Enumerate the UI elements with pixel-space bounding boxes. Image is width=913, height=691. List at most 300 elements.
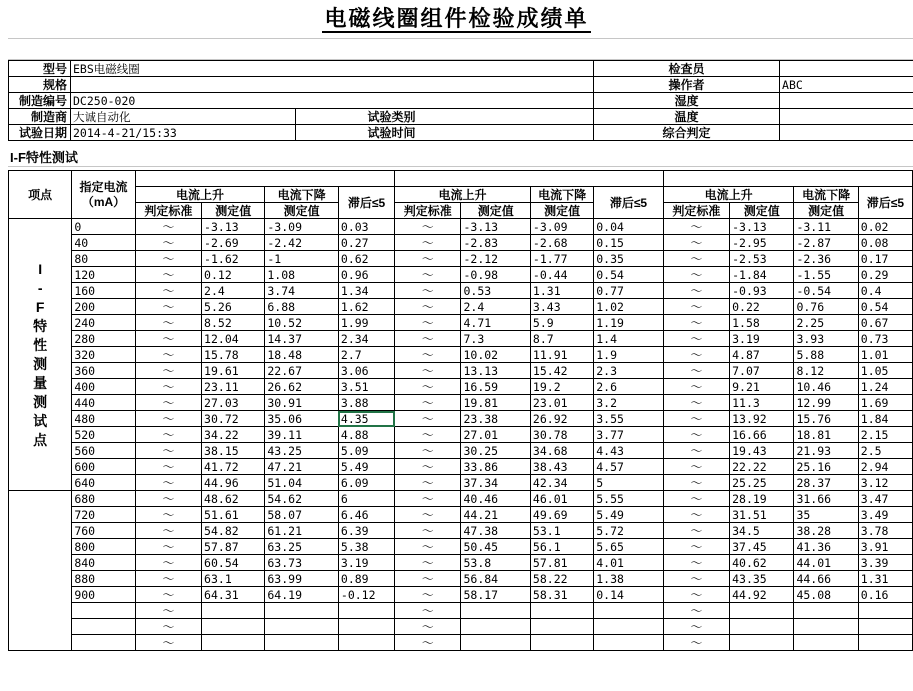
current-cell[interactable]: 560 [72,443,135,459]
hyst-value-cell[interactable]: 0.54 [858,299,912,315]
hyst-value-cell[interactable] [594,619,663,635]
fall-value-cell[interactable]: -1.77 [530,251,593,267]
std-tilde-cell[interactable]: ～ [395,267,461,283]
hyst-value-cell[interactable] [338,603,394,619]
fall-value-cell[interactable]: 15.76 [794,411,858,427]
rise-value-cell[interactable]: 11.3 [730,395,794,411]
fall-value-cell[interactable]: 1.31 [530,283,593,299]
hyst-value-cell[interactable]: 1.4 [594,331,663,347]
fall-value-cell[interactable]: -3.09 [265,219,339,235]
fall-value-cell[interactable]: 38.43 [530,459,593,475]
hyst-value-cell[interactable]: 4.35 [338,411,394,427]
rise-value-cell[interactable]: 40.46 [461,491,530,507]
std-tilde-cell[interactable]: ～ [663,411,729,427]
std-tilde-cell[interactable]: ～ [395,635,461,651]
current-cell[interactable]: 880 [72,571,135,587]
rise-value-cell[interactable]: 10.02 [461,347,530,363]
rise-value-cell[interactable]: 5.26 [202,299,265,315]
rise-value-cell[interactable]: 30.25 [461,443,530,459]
rise-value-cell[interactable]: -1.62 [202,251,265,267]
hyst-value-cell[interactable] [594,603,663,619]
rise-value-cell[interactable]: 0.53 [461,283,530,299]
std-tilde-cell[interactable]: ～ [663,539,729,555]
rise-value-cell[interactable]: 28.19 [730,491,794,507]
rise-value-cell[interactable]: 31.51 [730,507,794,523]
fall-value-cell[interactable]: 3.74 [265,283,339,299]
hyst-value-cell[interactable]: 1.02 [594,299,663,315]
current-cell[interactable]: 200 [72,299,135,315]
hyst-value-cell[interactable]: 5.65 [594,539,663,555]
fall-value-cell[interactable]: 10.46 [794,379,858,395]
fall-value-cell[interactable] [265,603,339,619]
hyst-value-cell[interactable]: 0.03 [338,219,394,235]
rise-value-cell[interactable]: 34.5 [730,523,794,539]
std-tilde-cell[interactable]: ～ [135,315,201,331]
rise-value-cell[interactable]: -3.13 [202,219,265,235]
fall-value-cell[interactable]: 18.81 [794,427,858,443]
hyst-value-cell[interactable]: 5.09 [338,443,394,459]
hyst-value-cell[interactable]: 2.3 [594,363,663,379]
fall-value-cell[interactable]: 42.34 [530,475,593,491]
std-tilde-cell[interactable]: ～ [135,587,201,603]
hyst-value-cell[interactable]: 3.51 [338,379,394,395]
hyst-value-cell[interactable]: 6.39 [338,523,394,539]
rise-value-cell[interactable] [202,635,265,651]
inspector-value[interactable] [780,61,913,77]
hyst-value-cell[interactable]: 2.34 [338,331,394,347]
rise-value-cell[interactable]: 60.54 [202,555,265,571]
fall-value-cell[interactable]: 35.06 [265,411,339,427]
hyst-value-cell[interactable]: 5.49 [594,507,663,523]
std-tilde-cell[interactable]: ～ [395,411,461,427]
hyst-value-cell[interactable]: 0.89 [338,571,394,587]
hyst-value-cell[interactable]: 6 [338,491,394,507]
hyst-value-cell[interactable] [858,603,912,619]
hyst-value-cell[interactable]: 4.57 [594,459,663,475]
rise-value-cell[interactable] [461,635,530,651]
rise-value-cell[interactable]: 41.72 [202,459,265,475]
std-tilde-cell[interactable]: ～ [135,539,201,555]
hyst-value-cell[interactable]: 1.38 [594,571,663,587]
fall-value-cell[interactable]: 47.21 [265,459,339,475]
fall-value-cell[interactable]: 25.16 [794,459,858,475]
current-cell[interactable] [72,619,135,635]
fall-value-cell[interactable]: 28.37 [794,475,858,491]
std-tilde-cell[interactable]: ～ [135,427,201,443]
fall-value-cell[interactable]: 58.31 [530,587,593,603]
rise-value-cell[interactable]: 57.87 [202,539,265,555]
rise-value-cell[interactable]: 64.31 [202,587,265,603]
hyst-value-cell[interactable]: -0.12 [338,587,394,603]
rise-value-cell[interactable]: -0.93 [730,283,794,299]
rise-value-cell[interactable]: 34.22 [202,427,265,443]
fall-value-cell[interactable]: -1.55 [794,267,858,283]
fall-value-cell[interactable]: 11.91 [530,347,593,363]
std-tilde-cell[interactable]: ～ [135,619,201,635]
operator-value[interactable]: ABC [780,77,913,93]
std-tilde-cell[interactable]: ～ [395,491,461,507]
hyst-value-cell[interactable] [594,635,663,651]
std-tilde-cell[interactable]: ～ [663,491,729,507]
hyst-value-cell[interactable] [338,635,394,651]
rise-value-cell[interactable]: 50.45 [461,539,530,555]
current-cell[interactable]: 680 [72,491,135,507]
fall-value-cell[interactable]: 22.67 [265,363,339,379]
rise-value-cell[interactable]: 27.03 [202,395,265,411]
hyst-value-cell[interactable]: 4.88 [338,427,394,443]
hyst-value-cell[interactable]: 3.49 [858,507,912,523]
rise-value-cell[interactable]: 19.61 [202,363,265,379]
std-tilde-cell[interactable]: ～ [663,251,729,267]
hyst-value-cell[interactable]: 2.7 [338,347,394,363]
fall-value-cell[interactable]: 1.08 [265,267,339,283]
rise-value-cell[interactable]: 44.96 [202,475,265,491]
fall-value-cell[interactable] [530,619,593,635]
rise-value-cell[interactable]: 13.92 [730,411,794,427]
rise-value-cell[interactable] [202,619,265,635]
fall-value-cell[interactable]: 46.01 [530,491,593,507]
rise-value-cell[interactable]: 2.4 [202,283,265,299]
hyst-value-cell[interactable]: 3.06 [338,363,394,379]
rise-value-cell[interactable]: -2.83 [461,235,530,251]
fall-value-cell[interactable]: 31.66 [794,491,858,507]
rise-value-cell[interactable]: 40.62 [730,555,794,571]
rise-value-cell[interactable] [461,619,530,635]
fall-value-cell[interactable]: 51.04 [265,475,339,491]
std-tilde-cell[interactable]: ～ [395,347,461,363]
hyst-value-cell[interactable]: 3.77 [594,427,663,443]
fall-value-cell[interactable]: 8.12 [794,363,858,379]
hyst-value-cell[interactable]: 3.55 [594,411,663,427]
fall-value-cell[interactable] [794,619,858,635]
fall-value-cell[interactable]: 64.19 [265,587,339,603]
fall-value-cell[interactable]: 26.92 [530,411,593,427]
std-tilde-cell[interactable]: ～ [663,587,729,603]
rise-value-cell[interactable] [730,619,794,635]
fall-value-cell[interactable]: 8.7 [530,331,593,347]
fall-value-cell[interactable]: 3.93 [794,331,858,347]
hyst-value-cell[interactable] [858,635,912,651]
rise-value-cell[interactable]: -3.13 [730,219,794,235]
fall-value-cell[interactable]: -2.68 [530,235,593,251]
std-tilde-cell[interactable]: ～ [135,235,201,251]
rise-value-cell[interactable]: -2.95 [730,235,794,251]
current-cell[interactable]: 280 [72,331,135,347]
hyst-value-cell[interactable]: 0.73 [858,331,912,347]
hyst-value-cell[interactable]: 2.5 [858,443,912,459]
fall-value-cell[interactable]: 6.88 [265,299,339,315]
hyst-value-cell[interactable]: 0.27 [338,235,394,251]
std-tilde-cell[interactable]: ～ [395,331,461,347]
fall-value-cell[interactable]: 53.1 [530,523,593,539]
std-tilde-cell[interactable]: ～ [395,219,461,235]
fall-value-cell[interactable] [530,603,593,619]
hyst-value-cell[interactable]: 0.35 [594,251,663,267]
fall-value-cell[interactable]: 30.78 [530,427,593,443]
fall-value-cell[interactable]: 45.08 [794,587,858,603]
rise-value-cell[interactable]: 9.21 [730,379,794,395]
std-tilde-cell[interactable]: ～ [395,603,461,619]
hyst-value-cell[interactable]: 1.01 [858,347,912,363]
hyst-value-cell[interactable]: 3.88 [338,395,394,411]
current-cell[interactable] [72,603,135,619]
fall-value-cell[interactable]: -2.42 [265,235,339,251]
humidity-value[interactable] [780,93,913,109]
fall-value-cell[interactable]: 10.52 [265,315,339,331]
fall-value-cell[interactable]: 61.21 [265,523,339,539]
rise-value-cell[interactable]: 4.71 [461,315,530,331]
fall-value-cell[interactable]: 2.25 [794,315,858,331]
std-tilde-cell[interactable]: ～ [663,443,729,459]
rise-value-cell[interactable]: 2.4 [461,299,530,315]
rise-value-cell[interactable]: 15.78 [202,347,265,363]
hyst-value-cell[interactable]: 0.54 [594,267,663,283]
rise-value-cell[interactable]: 27.01 [461,427,530,443]
std-tilde-cell[interactable]: ～ [395,363,461,379]
fall-value-cell[interactable]: 38.28 [794,523,858,539]
std-tilde-cell[interactable]: ～ [395,507,461,523]
hyst-value-cell[interactable]: 1.19 [594,315,663,331]
std-tilde-cell[interactable]: ～ [135,475,201,491]
hyst-value-cell[interactable]: 2.6 [594,379,663,395]
fall-value-cell[interactable] [530,635,593,651]
temp-value[interactable] [780,109,913,125]
fall-value-cell[interactable]: 54.62 [265,491,339,507]
fall-value-cell[interactable]: 0.76 [794,299,858,315]
current-cell[interactable]: 400 [72,379,135,395]
fall-value-cell[interactable] [265,635,339,651]
std-tilde-cell[interactable]: ～ [395,571,461,587]
hyst-value-cell[interactable]: 0.17 [858,251,912,267]
hyst-value-cell[interactable]: 1.05 [858,363,912,379]
std-tilde-cell[interactable]: ～ [395,587,461,603]
fall-value-cell[interactable]: -0.54 [794,283,858,299]
std-tilde-cell[interactable]: ～ [663,283,729,299]
std-tilde-cell[interactable]: ～ [663,571,729,587]
rise-value-cell[interactable]: 43.35 [730,571,794,587]
rise-value-cell[interactable] [461,603,530,619]
fall-value-cell[interactable]: 34.68 [530,443,593,459]
hyst-value-cell[interactable]: 5.55 [594,491,663,507]
std-tilde-cell[interactable]: ～ [395,315,461,331]
fall-value-cell[interactable]: -2.87 [794,235,858,251]
hyst-value-cell[interactable]: 0.15 [594,235,663,251]
fall-value-cell[interactable]: 63.25 [265,539,339,555]
rise-value-cell[interactable]: 37.45 [730,539,794,555]
fall-value-cell[interactable]: 3.43 [530,299,593,315]
std-tilde-cell[interactable]: ～ [135,219,201,235]
hyst-value-cell[interactable]: 5.38 [338,539,394,555]
rise-value-cell[interactable]: 8.52 [202,315,265,331]
hyst-value-cell[interactable]: 2.94 [858,459,912,475]
std-tilde-cell[interactable]: ～ [135,347,201,363]
hyst-value-cell[interactable]: 1.69 [858,395,912,411]
rise-value-cell[interactable]: 22.22 [730,459,794,475]
fall-value-cell[interactable]: 44.01 [794,555,858,571]
fall-value-cell[interactable]: 63.73 [265,555,339,571]
std-tilde-cell[interactable]: ～ [663,619,729,635]
serial-value[interactable]: DC250-020 [71,93,594,109]
hyst-value-cell[interactable]: 0.96 [338,267,394,283]
hyst-value-cell[interactable]: 1.34 [338,283,394,299]
std-tilde-cell[interactable]: ～ [135,411,201,427]
fall-value-cell[interactable]: -3.11 [794,219,858,235]
std-tilde-cell[interactable]: ～ [395,427,461,443]
std-tilde-cell[interactable]: ～ [135,395,201,411]
std-tilde-cell[interactable]: ～ [663,331,729,347]
hyst-value-cell[interactable]: 0.02 [858,219,912,235]
fall-value-cell[interactable] [794,635,858,651]
current-cell[interactable]: 720 [72,507,135,523]
std-tilde-cell[interactable]: ～ [135,267,201,283]
current-cell[interactable]: 80 [72,251,135,267]
rise-value-cell[interactable]: 25.25 [730,475,794,491]
hyst-value-cell[interactable]: 1.31 [858,571,912,587]
std-tilde-cell[interactable]: ～ [663,523,729,539]
hyst-value-cell[interactable]: 1.24 [858,379,912,395]
std-tilde-cell[interactable]: ～ [395,299,461,315]
std-tilde-cell[interactable]: ～ [395,459,461,475]
fall-value-cell[interactable]: 23.01 [530,395,593,411]
std-tilde-cell[interactable]: ～ [663,379,729,395]
std-tilde-cell[interactable]: ～ [135,523,201,539]
rise-value-cell[interactable]: -2.53 [730,251,794,267]
hyst-value-cell[interactable]: 2.15 [858,427,912,443]
current-cell[interactable]: 40 [72,235,135,251]
std-tilde-cell[interactable]: ～ [135,299,201,315]
std-tilde-cell[interactable]: ～ [395,555,461,571]
fall-value-cell[interactable]: 21.93 [794,443,858,459]
hyst-value-cell[interactable]: 0.67 [858,315,912,331]
hyst-value-cell[interactable]: 0.4 [858,283,912,299]
hyst-value-cell[interactable]: 6.09 [338,475,394,491]
std-tilde-cell[interactable]: ～ [135,635,201,651]
hyst-value-cell[interactable]: 1.9 [594,347,663,363]
fall-value-cell[interactable]: -1 [265,251,339,267]
rise-value-cell[interactable]: -0.98 [461,267,530,283]
rise-value-cell[interactable]: -2.69 [202,235,265,251]
std-tilde-cell[interactable]: ～ [663,235,729,251]
rise-value-cell[interactable]: 54.82 [202,523,265,539]
fall-value-cell[interactable]: -3.09 [530,219,593,235]
fall-value-cell[interactable]: 39.11 [265,427,339,443]
fall-value-cell[interactable]: 5.9 [530,315,593,331]
model-value[interactable]: EBS电磁线圈 [71,61,594,77]
std-tilde-cell[interactable]: ～ [663,555,729,571]
rise-value-cell[interactable]: 30.72 [202,411,265,427]
rise-value-cell[interactable]: 7.07 [730,363,794,379]
fall-value-cell[interactable]: 44.66 [794,571,858,587]
fall-value-cell[interactable]: 26.62 [265,379,339,395]
rise-value-cell[interactable] [730,603,794,619]
hyst-value-cell[interactable]: 0.62 [338,251,394,267]
hyst-value-cell[interactable] [338,619,394,635]
std-tilde-cell[interactable]: ～ [663,635,729,651]
fall-value-cell[interactable]: 18.48 [265,347,339,363]
hyst-value-cell[interactable]: 1.99 [338,315,394,331]
hyst-value-cell[interactable]: 4.01 [594,555,663,571]
current-cell[interactable]: 160 [72,283,135,299]
rise-value-cell[interactable]: 16.59 [461,379,530,395]
hyst-value-cell[interactable]: 3.91 [858,539,912,555]
std-tilde-cell[interactable]: ～ [395,443,461,459]
std-tilde-cell[interactable]: ～ [135,555,201,571]
std-tilde-cell[interactable]: ～ [663,219,729,235]
std-tilde-cell[interactable]: ～ [663,507,729,523]
fall-value-cell[interactable]: 19.2 [530,379,593,395]
current-cell[interactable]: 0 [72,219,135,235]
std-tilde-cell[interactable]: ～ [395,395,461,411]
fall-value-cell[interactable]: 57.81 [530,555,593,571]
std-tilde-cell[interactable]: ～ [135,363,201,379]
std-tilde-cell[interactable]: ～ [135,331,201,347]
std-tilde-cell[interactable]: ～ [395,523,461,539]
fall-value-cell[interactable]: 56.1 [530,539,593,555]
hyst-value-cell[interactable]: 0.29 [858,267,912,283]
rise-value-cell[interactable]: -1.84 [730,267,794,283]
rise-value-cell[interactable]: 1.58 [730,315,794,331]
fall-value-cell[interactable] [265,619,339,635]
fall-value-cell[interactable]: 58.22 [530,571,593,587]
current-cell[interactable]: 520 [72,427,135,443]
hyst-value-cell[interactable]: 5.49 [338,459,394,475]
fall-value-cell[interactable]: 49.69 [530,507,593,523]
std-tilde-cell[interactable]: ～ [663,427,729,443]
maker-value[interactable]: 大诚自动化 [71,109,296,125]
fall-value-cell[interactable]: 14.37 [265,331,339,347]
fall-value-cell[interactable]: 5.88 [794,347,858,363]
fall-value-cell[interactable]: 58.07 [265,507,339,523]
rise-value-cell[interactable]: 0.12 [202,267,265,283]
hyst-value-cell[interactable]: 3.2 [594,395,663,411]
std-tilde-cell[interactable]: ～ [395,539,461,555]
rise-value-cell[interactable]: 38.15 [202,443,265,459]
rise-value-cell[interactable]: -2.12 [461,251,530,267]
fall-value-cell[interactable]: 30.91 [265,395,339,411]
std-tilde-cell[interactable]: ～ [135,507,201,523]
hyst-value-cell[interactable]: 3.39 [858,555,912,571]
hyst-value-cell[interactable]: 5.72 [594,523,663,539]
current-cell[interactable]: 360 [72,363,135,379]
std-tilde-cell[interactable]: ～ [663,267,729,283]
hyst-value-cell[interactable]: 0.08 [858,235,912,251]
hyst-value-cell[interactable]: 1.62 [338,299,394,315]
rise-value-cell[interactable]: 23.38 [461,411,530,427]
rise-value-cell[interactable]: 16.66 [730,427,794,443]
fall-value-cell[interactable]: -2.36 [794,251,858,267]
hyst-value-cell[interactable] [858,619,912,635]
rise-value-cell[interactable] [730,635,794,651]
hyst-value-cell[interactable]: 5 [594,475,663,491]
std-tilde-cell[interactable]: ～ [395,283,461,299]
hyst-value-cell[interactable]: 3.12 [858,475,912,491]
std-tilde-cell[interactable]: ～ [663,475,729,491]
current-cell[interactable]: 240 [72,315,135,331]
hyst-value-cell[interactable]: 0.16 [858,587,912,603]
rise-value-cell[interactable]: 3.19 [730,331,794,347]
current-cell[interactable]: 440 [72,395,135,411]
std-tilde-cell[interactable]: ～ [135,603,201,619]
hyst-value-cell[interactable]: 1.84 [858,411,912,427]
std-tilde-cell[interactable]: ～ [663,603,729,619]
std-tilde-cell[interactable]: ～ [395,379,461,395]
rise-value-cell[interactable]: 12.04 [202,331,265,347]
rise-value-cell[interactable]: 19.81 [461,395,530,411]
fall-value-cell[interactable]: 41.36 [794,539,858,555]
rise-value-cell[interactable]: 47.38 [461,523,530,539]
current-cell[interactable]: 760 [72,523,135,539]
judge-value[interactable] [780,125,913,141]
